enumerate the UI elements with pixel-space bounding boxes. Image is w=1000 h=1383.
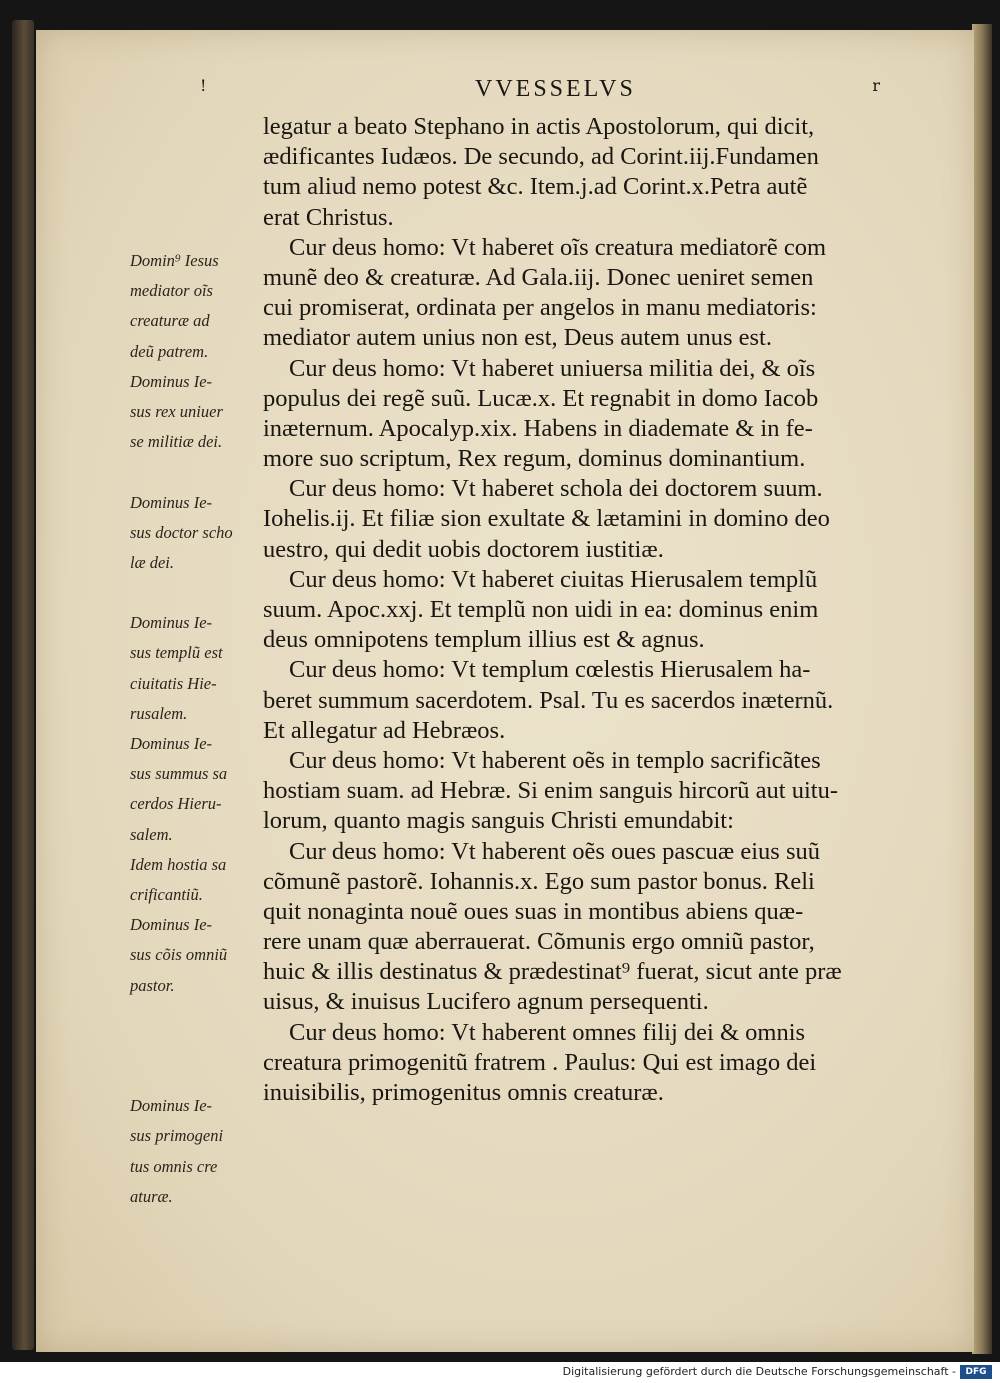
text-line: inuisibilis, primogenitus omnis creaturæ. [263,1079,664,1106]
margin-note-line: Dominus Ie- [130,734,213,753]
text-line: lorum, quanto magis sanguis Christi emundabit: [263,807,734,835]
text-line: Cur deus homo: Vt haberet ciuitas Hierusalem templũ [289,565,818,593]
main-text-block [263,112,923,1108]
text-line: Cur deus homo: Vt templum cœlestis Hierusalem ha- [289,656,811,684]
text-line: uisus, & inuisus Lucifero agnum persequenti. [263,988,709,1016]
text-line: populus dei regẽ suũ. Lucæ.x. Et regnabit in domo Iacob [263,384,819,412]
text-line: tum aliud nemo potest &c. Item.j.ad Corint.x.Petra autẽ [263,173,808,201]
margin-note-line: ciuitatis Hie- [130,673,217,693]
page-edge [972,24,992,1354]
margin-note-line: pastor. [130,975,175,995]
text-line: Cur deus homo: Vt haberet schola dei doctorem suum. [289,475,823,503]
running-head [200,76,890,106]
margin-note-line: sus rex uniuer [130,401,223,421]
margin-note-line: sus templũ est [130,643,223,663]
margin-note-line: cerdos Hieru- [130,794,222,814]
text-line: erat Christus. [263,203,394,231]
margin-note-line: creaturæ ad [130,311,210,331]
margin-note-line: mediator oĩs [130,281,213,301]
text-line: Cur deus homo: Vt haberet oĩs creatura mediatorẽ com [289,233,827,261]
text-line: inæternum. Apocalyp.xix. Habens in diademate & in fe- [263,414,813,442]
margin-note-line [130,457,265,487]
margin-note-line [130,578,265,608]
margin-note-line: crificantiũ. [130,884,203,904]
margin-note-line: Dominus Ie- [130,1096,213,1116]
page-mark-right: r [872,76,880,95]
text-line: hostiam suam. ad Hebræ. Si enim sanguis hircorũ aut uitu- [263,777,838,805]
margin-note-line [130,1031,265,1061]
margin-note-line: aturæ. [130,1186,173,1206]
margin-note-line: Dominus Ie- [130,492,213,512]
running-head-title: VVESSELVS [475,76,636,102]
text-line: huic & illis destinatus & prædestinat⁹ fuerat, sicut ante præ [263,958,842,986]
text-line: uestro, qui dedit uobis doctorem iustitiæ. [263,535,664,563]
page-mark-left: ! [200,76,207,95]
text-line: cui promiserat, ordinata per angelos in manu mediatoris: [263,294,817,322]
text-line: creatura primogenitũ fratrem . Paulus: Qui est imago dei [263,1048,817,1076]
text-line: deus omnipotens templum illius est & agnus. [263,626,705,654]
book-binding [12,20,34,1350]
margin-note-line [130,1061,265,1091]
margin-note-line: sus doctor scho [130,522,233,542]
text-line: mediator autem unius non est, Deus autem unus est. [263,324,772,352]
text-line: suum. Apoc.xxj. Et templũ non uidi in ea: dominus enim [263,596,819,623]
margin-note-line: Idem hostia sa [130,854,227,874]
text-line: more suo scriptum, Rex regum, dominus dominantium. [263,445,806,473]
footer-credit: Digitalisierung gefördert durch die Deutsche Forschungsgemeinschaft - [562,1365,956,1378]
margin-note-line: sus cõis omniũ [130,945,228,965]
margin-note-line [130,1001,265,1031]
text-line: ædificantes Iudæos. De secundo, ad Corint.iij.Fundamen [263,143,819,171]
margin-note-line: tus omnis cre [130,1156,218,1176]
text-line: legatur a beato Stephano in actis Apostolorum, qui dicit, [263,113,815,140]
text-line: munẽ deo & creaturæ. Ad Gala.iij. Donec ueniret semen [263,263,814,291]
text-line: Cur deus homo: Vt haberent omnes filij dei & omnis [289,1018,806,1046]
text-line: Iohelis.ij. Et filiæ sion exultate & lætamini in domino deo [263,505,830,533]
margin-note-line: salem. [130,824,173,844]
text-line: cõmunẽ pastorẽ. Iohannis.x. Ego sum pastor bonus. Reli [263,867,815,895]
margin-note-line: Domin⁹ Iesus [130,251,219,270]
margin-note-line: sus primogeni [130,1126,224,1146]
margin-note-line: Dominus Ie- [130,613,213,633]
margin-note-line: rusalem. [130,703,188,723]
text-line: Et allegatur ad Hebræos. [263,716,506,744]
footer-bar [0,1362,1000,1383]
margin-note-line: sus summus sa [130,764,228,784]
text-line: Cur deus homo: Vt haberent oẽs oues pascuæ eius suũ [289,837,820,865]
dfg-logo: DFG [960,1365,992,1379]
margin-note-line: læ dei. [130,552,174,572]
margin-note-line: Dominus Ie- [130,915,213,935]
margin-note-line: deũ patrem. [130,341,209,361]
text-line: rere unam quæ aberrauerat. Cõmunis ergo omniũ pastor, [263,928,815,956]
text-line: quit nonaginta nouẽ oues suas in montibus abiens quæ- [263,897,804,925]
text-line: beret summum sacerdotem. Psal. Tu es sacerdos inæternũ. [263,686,834,714]
margin-note-line: Dominus Ie- [130,371,213,391]
margin-notes [130,246,265,1212]
text-line: Cur deus homo: Vt haberet uniuersa militia dei, & oĩs [289,354,816,382]
text-line: Cur deus homo: Vt haberent oẽs in templo sacrificãtes [289,746,821,774]
margin-note-line: se militiæ dei. [130,432,223,452]
